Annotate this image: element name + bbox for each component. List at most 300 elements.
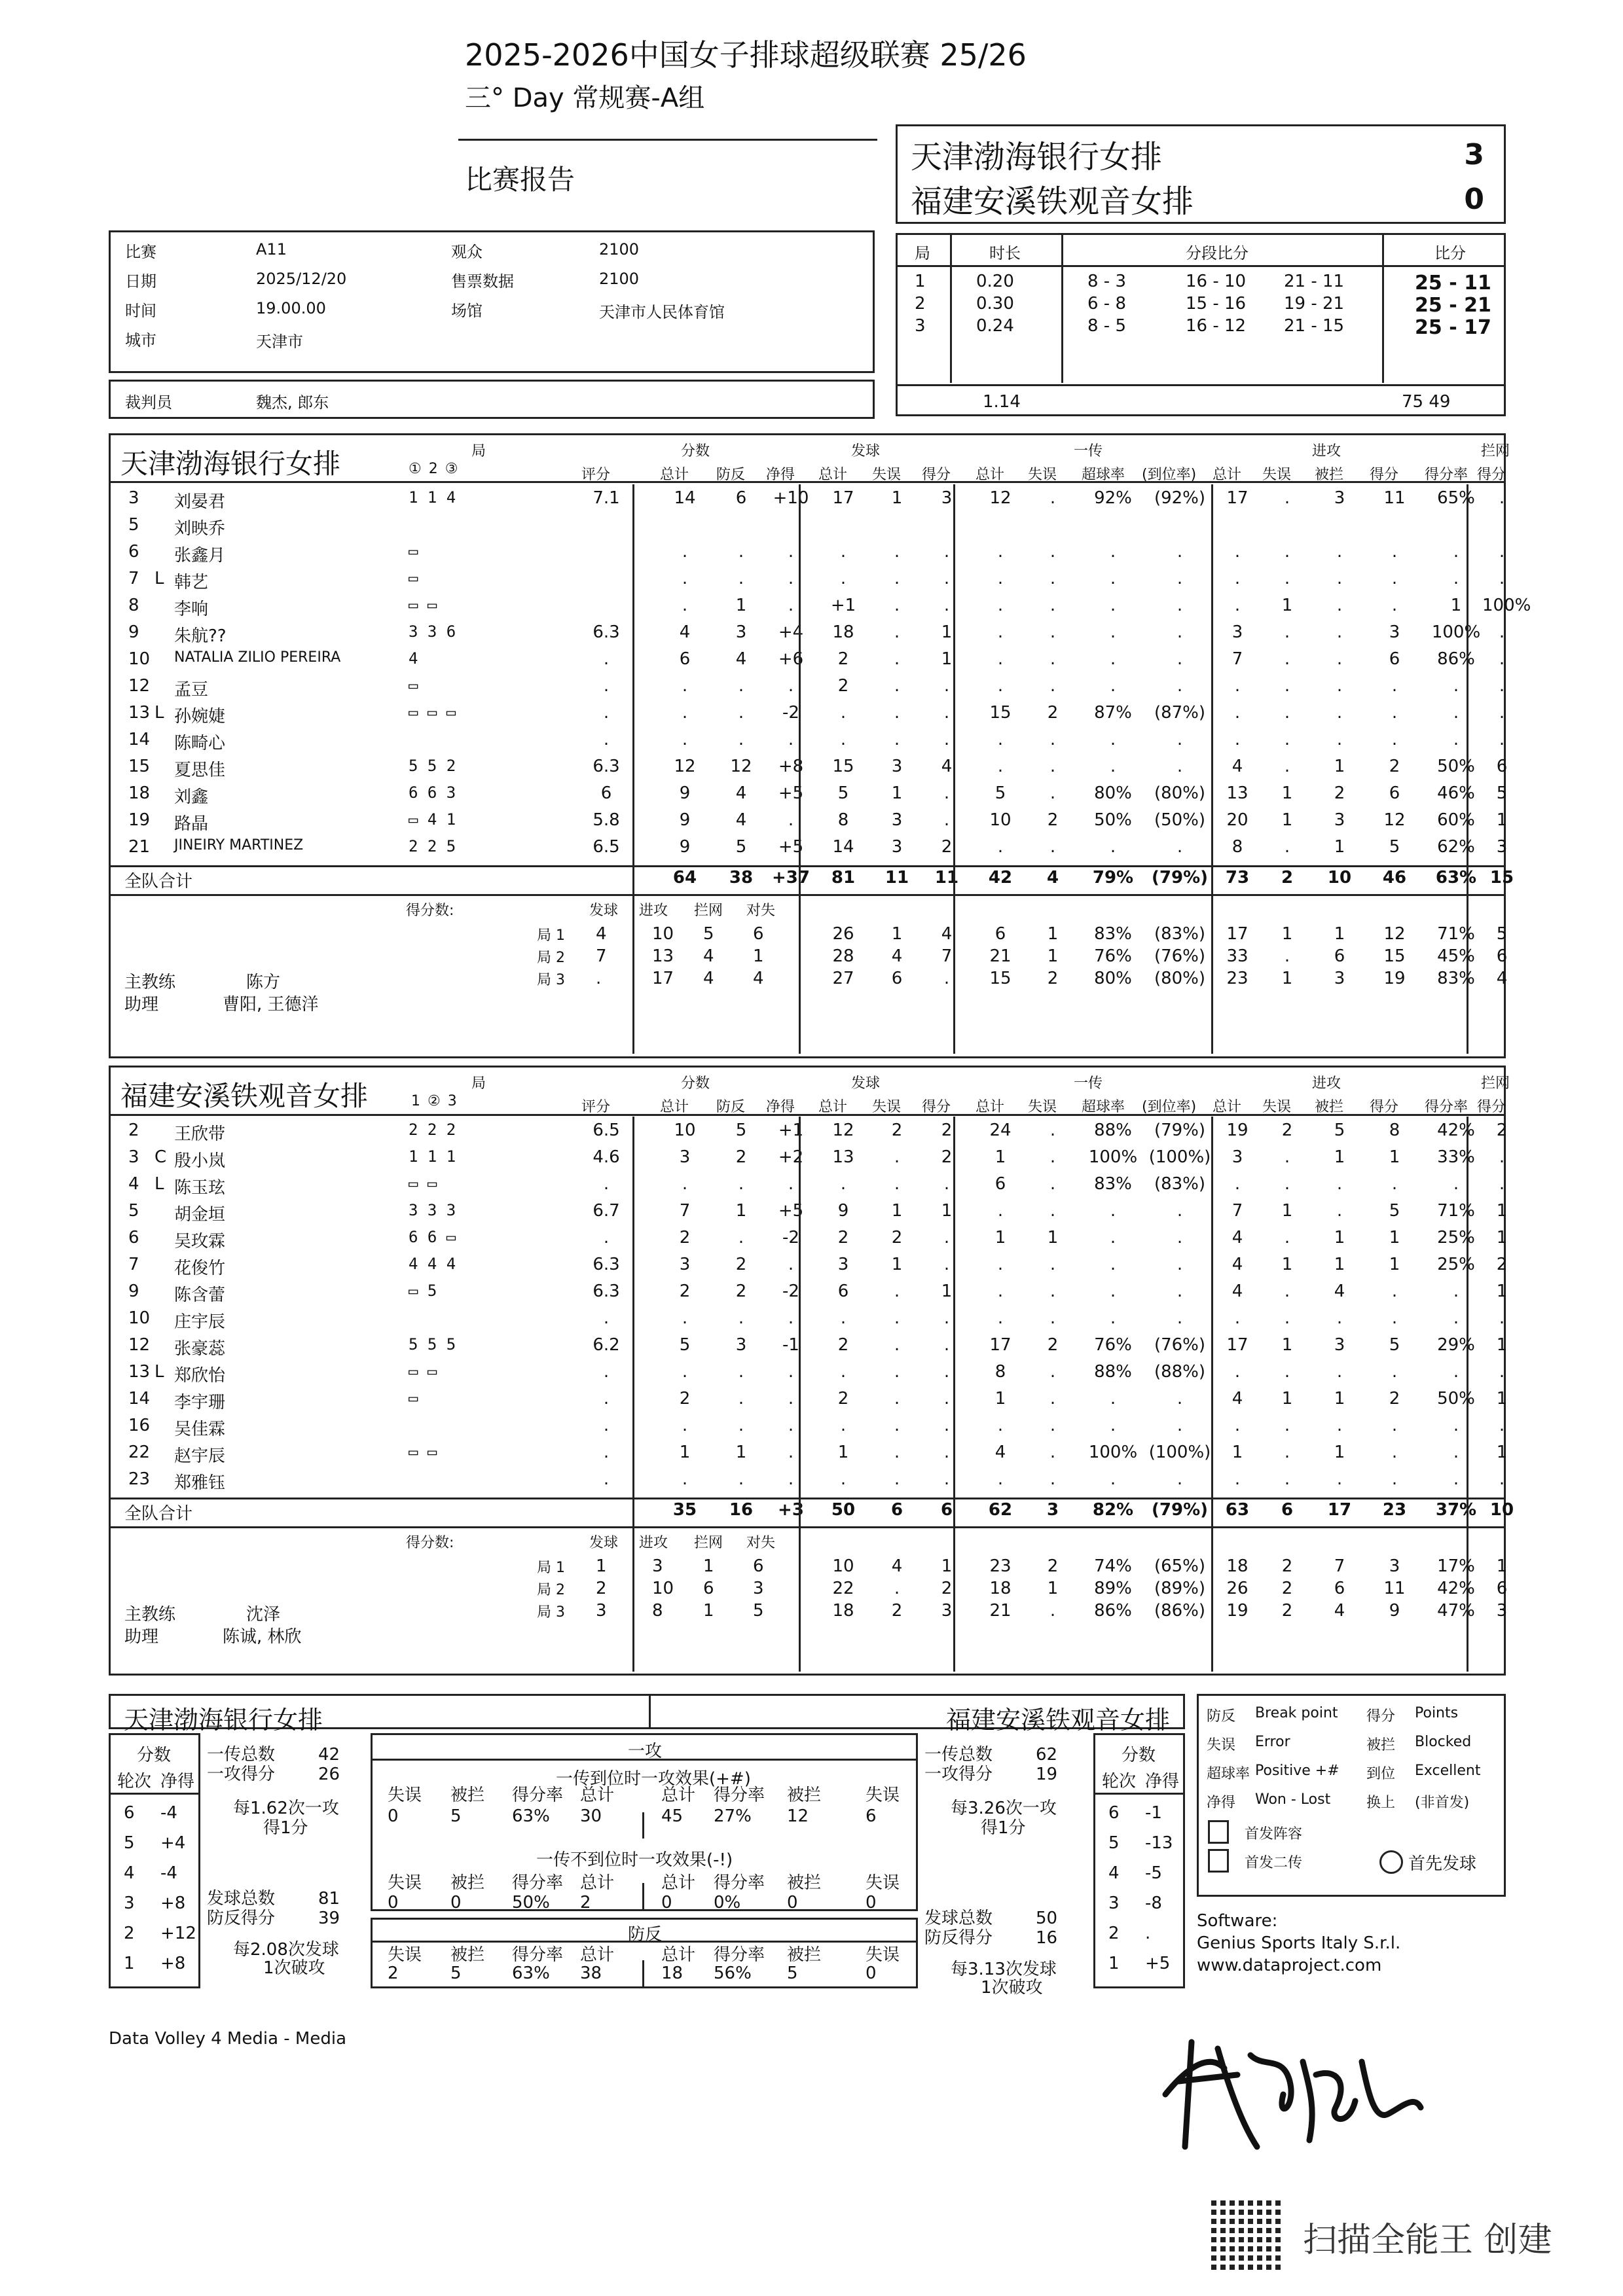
- stat-cell: (79%): [1154, 1121, 1206, 1140]
- stat-cell: .: [1499, 1362, 1505, 1382]
- stat-cell: .: [1049, 1469, 1056, 1489]
- set-stat-cell: 33: [1226, 946, 1249, 966]
- set-stat-cell: 1: [1047, 1579, 1059, 1598]
- stat-cell: 1: [1281, 596, 1293, 615]
- stat-cell: .: [788, 730, 794, 749]
- stat-cell: .: [1049, 1416, 1056, 1435]
- stat-cell: 11: [1383, 488, 1406, 508]
- stat-cell: 1: [1450, 596, 1462, 615]
- stat-cell: .: [738, 1362, 744, 1382]
- total-separator: [109, 1526, 1506, 1528]
- stat-cell: .: [1049, 622, 1056, 642]
- rotation-box-1: [109, 1733, 200, 1988]
- player-name: 李响: [174, 600, 209, 619]
- stat-cell: 12: [1383, 810, 1406, 830]
- set-stat-cell: 1: [1334, 924, 1345, 944]
- player-name: NATALIA ZILIO PEREIRA: [174, 649, 341, 666]
- col-header: 得分: [922, 1099, 951, 1115]
- stat-cell: .: [1284, 569, 1290, 588]
- rotation-net: -13: [1145, 1833, 1173, 1853]
- stat-cell: 4: [1334, 1282, 1345, 1301]
- set-stat-cell: 17: [1226, 924, 1249, 944]
- stat-cell: .: [997, 1255, 1004, 1274]
- stat-cell: .: [1049, 1121, 1056, 1140]
- sets-cell: 15 - 16: [1186, 294, 1247, 314]
- mid-def-value: 18: [661, 1964, 684, 1983]
- set-points-cell: 5: [753, 1601, 764, 1621]
- points-header: 发球: [589, 1535, 619, 1551]
- report-subtitle: 三° Day 常规赛-A组: [465, 83, 705, 113]
- set-stat-cell: 23: [1226, 969, 1249, 988]
- stat-cell: .: [738, 1469, 744, 1489]
- away-team-name: 福建安溪铁观音女排: [911, 183, 1194, 220]
- set-stat-cell: 7: [941, 946, 953, 966]
- stat-cell: 12: [730, 757, 752, 776]
- match-info-box: [109, 230, 875, 373]
- player-number: 2: [128, 1121, 139, 1140]
- info-label: 场馆: [451, 302, 483, 320]
- mid-def-value: 5: [787, 1964, 798, 1983]
- stat-cell: .: [788, 810, 794, 830]
- player-role: C: [155, 1147, 167, 1167]
- set-points-cell: 1: [596, 1556, 607, 1576]
- total-cell: 6: [1281, 1500, 1294, 1520]
- stat-cell: .: [1499, 1174, 1505, 1194]
- stat-cell: 2: [679, 1282, 691, 1301]
- stat-cell: 7: [1231, 649, 1243, 669]
- stat-cell: .: [840, 569, 847, 588]
- stat-cell: .: [603, 1174, 610, 1194]
- stat-cell: 3: [1231, 1147, 1243, 1167]
- rot-head: 轮次: [117, 1772, 152, 1791]
- stat-cell: 7: [1231, 1201, 1243, 1221]
- stat-label: 发球总数: [207, 1889, 276, 1909]
- stat-cell: 76%: [1094, 1335, 1132, 1355]
- mid-def-value: 38: [580, 1964, 602, 1983]
- col-group-header: 分数: [681, 443, 710, 459]
- stat-cell: .: [840, 703, 847, 723]
- stat-cell: .: [1176, 569, 1183, 588]
- stat-cell: 4: [679, 622, 691, 642]
- player-number: 23: [128, 1469, 151, 1489]
- stat-cell: .: [1176, 649, 1183, 669]
- column-separator: [1467, 484, 1468, 1054]
- stat-cell: 7.1: [593, 488, 620, 508]
- stat-cell: .: [1499, 622, 1505, 642]
- stat-cell: .: [1110, 542, 1116, 562]
- stat-cell: 9: [679, 837, 691, 857]
- set-stat-cell: 1: [1281, 924, 1293, 944]
- player-positions: ▭ ▭: [409, 1443, 437, 1461]
- stat-cell: 6: [1496, 757, 1508, 776]
- stat-cell: .: [943, 1389, 950, 1408]
- set-stat-cell: 27: [832, 969, 854, 988]
- stat-cell: .: [1499, 569, 1505, 588]
- set-row-label: 局 2: [537, 1582, 565, 1598]
- stat-cell: .: [603, 649, 610, 669]
- total-cell: 11: [884, 868, 909, 888]
- col-header: 失误: [872, 467, 902, 483]
- stat-cell: .: [1176, 1469, 1183, 1489]
- col-header: 总计: [1213, 1099, 1242, 1115]
- rotation-number: 5: [124, 1833, 135, 1853]
- player-name: 吴佳霖: [174, 1420, 226, 1439]
- mid-header: 被拦: [787, 1873, 822, 1893]
- stat-cell: .: [682, 596, 688, 615]
- stat-cell: 3: [1496, 837, 1508, 857]
- player-positions: ▭ ▭: [409, 596, 437, 614]
- stat-cell: .: [682, 676, 688, 696]
- stat-cell: .: [1234, 1308, 1241, 1328]
- mid-pos-value: 30: [580, 1806, 602, 1826]
- stat-cell: .: [682, 569, 688, 588]
- stat-cell: .: [603, 1416, 610, 1435]
- sets-header: 时长: [989, 244, 1021, 262]
- points-header: 得分数:: [406, 903, 454, 919]
- stat-cell: 2: [679, 1228, 691, 1247]
- attack-title: 一攻: [628, 1742, 663, 1761]
- set-stat-cell: 19: [1226, 1601, 1249, 1621]
- mid-neg-value: 0: [661, 1893, 672, 1912]
- stat-cell: .: [1499, 1469, 1505, 1489]
- player-role: L: [155, 1174, 164, 1194]
- player-number: 19: [128, 810, 151, 830]
- mid-header: 总计: [661, 1873, 696, 1893]
- player-positions: 6 6 ▭: [409, 1228, 456, 1246]
- stat-cell: .: [1049, 1308, 1056, 1328]
- col-header: 防反: [716, 467, 746, 483]
- total-cell: 16: [729, 1500, 754, 1520]
- col-header: 失误: [1262, 1099, 1292, 1115]
- stat-cell: .: [894, 703, 900, 723]
- stat-cell: 5: [994, 783, 1006, 803]
- stat-cell: -2: [782, 703, 799, 723]
- set-stat-cell: 21: [989, 946, 1012, 966]
- stat-cell: .: [894, 1469, 900, 1489]
- rotation-net: -8: [1145, 1893, 1162, 1913]
- stat-cell: .: [997, 1201, 1004, 1221]
- player-name: 韩艺: [174, 573, 209, 592]
- stat-value: 19: [1036, 1765, 1058, 1784]
- stat-cell: .: [1234, 730, 1241, 749]
- stat-cell: .: [894, 730, 900, 749]
- stat-cell: .: [1176, 542, 1183, 562]
- stat-cell: .: [603, 1389, 610, 1408]
- stat-cell: +5: [778, 783, 804, 803]
- stat-cell: 5: [1389, 837, 1400, 857]
- player-role: L: [155, 1362, 164, 1382]
- set-row-label: 局 2: [537, 950, 565, 966]
- stat-cell: .: [894, 622, 900, 642]
- mid-header: 总计: [661, 1785, 696, 1805]
- stat-cell: 2: [941, 837, 953, 857]
- stat-cell: .: [682, 730, 688, 749]
- stat-cell: 4: [735, 783, 747, 803]
- stat-cell: 6.3: [593, 1282, 620, 1301]
- stat-cell: 6.2: [593, 1335, 620, 1355]
- stat-cell: .: [1234, 1362, 1241, 1382]
- player-positions: 4 4 4: [409, 1255, 456, 1273]
- stat-cell: .: [997, 757, 1004, 776]
- legend-term: 到位: [1366, 1766, 1396, 1782]
- stat-cell: 1: [994, 1228, 1006, 1247]
- stat-cell: 2: [679, 1389, 691, 1408]
- stat-cell: .: [1499, 676, 1505, 696]
- starting-lineup-icon: [1208, 1820, 1229, 1844]
- set-stat-cell: 21: [989, 1601, 1012, 1621]
- stat-cell: .: [1049, 1147, 1056, 1167]
- stat-cell: .: [1234, 1174, 1241, 1194]
- stat-cell: 6: [994, 1174, 1006, 1194]
- stat-cell: 9: [679, 783, 691, 803]
- set-stat-cell: 42%: [1437, 1579, 1475, 1598]
- home-team-name: 天津渤海银行女排: [911, 139, 1163, 175]
- stat-cell: .: [788, 1174, 794, 1194]
- stat-cell: .: [943, 1443, 950, 1462]
- stat-cell: .: [1284, 1228, 1290, 1247]
- total-time: 1.14: [983, 392, 1021, 412]
- stat-cell: 3: [679, 1255, 691, 1274]
- stat-cell: 12: [674, 757, 696, 776]
- stat-cell: .: [1234, 569, 1241, 588]
- player-positions: ▭: [409, 676, 418, 694]
- set-points-cell: .: [596, 969, 602, 988]
- stat-cell: 50%: [1094, 810, 1132, 830]
- player-positions: ▭ 5: [409, 1282, 437, 1300]
- player-name: 赵宇辰: [174, 1446, 226, 1466]
- stat-cell: .: [1499, 649, 1505, 669]
- player-name: 朱航??: [174, 626, 227, 646]
- stat-cell: 3: [1334, 1335, 1345, 1355]
- stat-cell: 5: [679, 1335, 691, 1355]
- stat-cell: +8: [778, 757, 804, 776]
- stat-cell: 15: [832, 757, 854, 776]
- total-cell: +37: [772, 868, 810, 888]
- set-stat-cell: .: [1049, 1601, 1056, 1621]
- stat-cell: .: [943, 730, 950, 749]
- stat-cell: .: [840, 730, 847, 749]
- stat-cell: 1: [1334, 1147, 1345, 1167]
- stat-cell: .: [1499, 703, 1505, 723]
- player-name: 孙婉婕: [174, 707, 226, 726]
- stat-cell: .: [1499, 1308, 1505, 1328]
- stat-cell: .: [1176, 757, 1183, 776]
- stat-note: 得1分: [981, 1818, 1026, 1838]
- sets-cell: 0.20: [976, 272, 1014, 291]
- player-number: 10: [128, 1308, 151, 1328]
- mid-neg-value: 0%: [714, 1893, 741, 1912]
- stat-cell: 4: [1231, 1228, 1243, 1247]
- stat-cell: 5.8: [593, 810, 620, 830]
- stat-cell: +6: [778, 649, 804, 669]
- assistant-label: 助理: [124, 995, 159, 1014]
- set-stat-cell: 4: [1334, 1601, 1345, 1621]
- mid-pos-value: 5: [450, 1806, 462, 1826]
- stat-cell: 5: [837, 783, 849, 803]
- stat-cell: 3: [837, 1255, 849, 1274]
- mid-header: 被拦: [450, 1873, 485, 1893]
- col-header: 失误: [1262, 467, 1292, 483]
- set-row-label: 局 1: [537, 927, 565, 944]
- stat-note: 每3.26次一攻: [951, 1799, 1057, 1818]
- stat-cell: .: [1391, 1443, 1398, 1462]
- points-header: 发球: [589, 903, 619, 919]
- stat-cell: 60%: [1437, 810, 1475, 830]
- stat-cell: 1: [1281, 1389, 1293, 1408]
- set-header: 局: [471, 443, 486, 459]
- stat-cell: .: [1499, 730, 1505, 749]
- stat-cell: .: [1453, 1416, 1459, 1435]
- mid-def-value: 63%: [512, 1964, 550, 1983]
- stat-cell: .: [1336, 596, 1343, 615]
- mid-header: 失误: [866, 1785, 900, 1805]
- set-header: 局: [471, 1075, 486, 1092]
- stat-cell: 1: [1334, 837, 1345, 857]
- total-cell: 73: [1225, 868, 1250, 888]
- rotation-number: 4: [1108, 1863, 1120, 1883]
- legend-box: [1197, 1694, 1506, 1897]
- stat-cell: 50%: [1437, 1389, 1475, 1408]
- stat-cell: 1: [1231, 1443, 1243, 1462]
- stat-cell: .: [1110, 1469, 1116, 1489]
- set-stat-cell: 9: [1389, 1601, 1400, 1621]
- stat-cell: .: [1049, 1443, 1056, 1462]
- set-stat-cell: 1: [1047, 924, 1059, 944]
- stat-cell: (87%): [1154, 703, 1206, 723]
- team1-sets-marker: ① 2 ③: [409, 461, 460, 477]
- set-points-cell: 13: [652, 946, 674, 966]
- stat-label: 一攻得分: [207, 1765, 276, 1784]
- info-label: 时间: [125, 302, 156, 320]
- col-header: 得分率: [1425, 467, 1468, 483]
- stat-cell: 1: [891, 488, 903, 508]
- set-points-cell: 3: [753, 1579, 764, 1598]
- home-sets: 3: [1464, 138, 1484, 171]
- stat-value: 26: [318, 1765, 340, 1784]
- stat-cell: 1: [735, 1443, 747, 1462]
- stat-cell: 13: [1226, 783, 1249, 803]
- player-name: 路晶: [174, 814, 209, 834]
- sets-cell: 8 - 3: [1087, 272, 1126, 291]
- player-number: 8: [128, 596, 139, 615]
- sets-cell: 0.24: [976, 316, 1014, 336]
- stat-cell: .: [603, 1362, 610, 1382]
- stat-cell: 2: [735, 1282, 747, 1301]
- col-header: 被拦: [1315, 467, 1344, 483]
- stat-cell: 1: [1047, 1228, 1059, 1247]
- mid-pos-value: 6: [866, 1806, 877, 1826]
- sets-cell: 0.30: [976, 294, 1014, 314]
- stat-cell: .: [943, 810, 950, 830]
- stat-cell: .: [997, 837, 1004, 857]
- sets-cell: 19 - 21: [1284, 294, 1345, 314]
- stat-cell: .: [603, 1228, 610, 1247]
- set-stat-cell: 83%: [1437, 969, 1475, 988]
- stat-cell: .: [997, 1469, 1004, 1489]
- col-group-header: 拦网: [1481, 443, 1510, 459]
- stat-cell: 2: [837, 676, 849, 696]
- stat-cell: 3: [891, 810, 903, 830]
- total-cell: 35: [672, 1500, 697, 1520]
- stat-cell: .: [1391, 730, 1398, 749]
- player-number: 9: [128, 622, 139, 642]
- stat-cell: (88%): [1154, 1362, 1206, 1382]
- sets-header: 比分: [1434, 244, 1466, 262]
- stat-cell: 3: [891, 757, 903, 776]
- stat-cell: .: [840, 542, 847, 562]
- rotation-net: +8: [160, 1954, 186, 1973]
- col-header: 评分: [581, 1099, 611, 1115]
- total-points: 75 49: [1402, 392, 1451, 412]
- stat-cell: -2: [782, 1282, 799, 1301]
- player-number: 13: [128, 1362, 151, 1382]
- stat-cell: .: [1049, 542, 1056, 562]
- legend-term: 换上: [1366, 1795, 1396, 1811]
- legend-desc: Points: [1415, 1705, 1459, 1721]
- software-company: Genius Sports Italy S.r.l.: [1197, 1933, 1401, 1953]
- legend-desc: Excellent: [1415, 1763, 1481, 1779]
- legend-term: 超球率: [1207, 1766, 1250, 1782]
- assistant-label: 助理: [124, 1627, 159, 1647]
- sets-header: 局: [915, 244, 930, 262]
- col-header: (到位率): [1142, 1099, 1197, 1115]
- software-url: www.dataproject.com: [1197, 1956, 1382, 1975]
- mid-neg-value: 0: [388, 1893, 399, 1912]
- rotation-number: 3: [124, 1893, 135, 1913]
- rot-title: 分数: [1122, 1746, 1156, 1765]
- player-name: 胡金垣: [174, 1205, 226, 1225]
- report-heading: 比赛报告: [465, 164, 575, 196]
- stat-cell: 3: [735, 1335, 747, 1355]
- stat-cell: .: [1110, 649, 1116, 669]
- total-cell: 3: [1046, 1500, 1059, 1520]
- stat-cell: .: [1110, 1255, 1116, 1274]
- col-header: 总计: [976, 1099, 1005, 1115]
- stat-value: 42: [318, 1745, 340, 1765]
- stat-cell: .: [1049, 569, 1056, 588]
- mid-header: 被拦: [450, 1945, 485, 1965]
- stat-cell: .: [1176, 837, 1183, 857]
- qr-code-icon: [1211, 2198, 1283, 2270]
- mid-pos-value: 27%: [714, 1806, 752, 1826]
- stat-value: 81: [318, 1889, 340, 1909]
- stat-cell: 5: [1389, 1335, 1400, 1355]
- set-points-cell: 4: [703, 946, 714, 966]
- stat-cell: .: [1453, 1469, 1459, 1489]
- assistant-name: 陈诚, 林欣: [223, 1627, 302, 1647]
- player-name: 张豪蕊: [174, 1339, 226, 1359]
- mid-header: 总计: [580, 1945, 615, 1965]
- player-name: 孟豆: [174, 680, 209, 700]
- col-group-header: 发球: [851, 443, 881, 459]
- set-stat-cell: (83%): [1154, 924, 1206, 944]
- report-title: 2025-2026中国女子排球超级联赛 25/26: [465, 37, 1027, 73]
- info-value: 2100: [599, 240, 640, 259]
- stat-cell: (80%): [1154, 783, 1206, 803]
- stat-cell: 12: [832, 1121, 854, 1140]
- player-name: 庄宇辰: [174, 1312, 226, 1332]
- stat-cell: 1: [1496, 1228, 1508, 1247]
- stat-cell: 33%: [1437, 1147, 1475, 1167]
- stat-cell: .: [1049, 488, 1056, 508]
- stat-cell: .: [738, 1389, 744, 1408]
- stat-cell: .: [997, 730, 1004, 749]
- coach-label: 主教练: [124, 973, 176, 992]
- legend-term: 防反: [1207, 1708, 1236, 1725]
- stat-cell: 6: [1389, 783, 1400, 803]
- sets-cell: 8 - 5: [1087, 316, 1126, 336]
- player-positions: ▭: [409, 569, 418, 587]
